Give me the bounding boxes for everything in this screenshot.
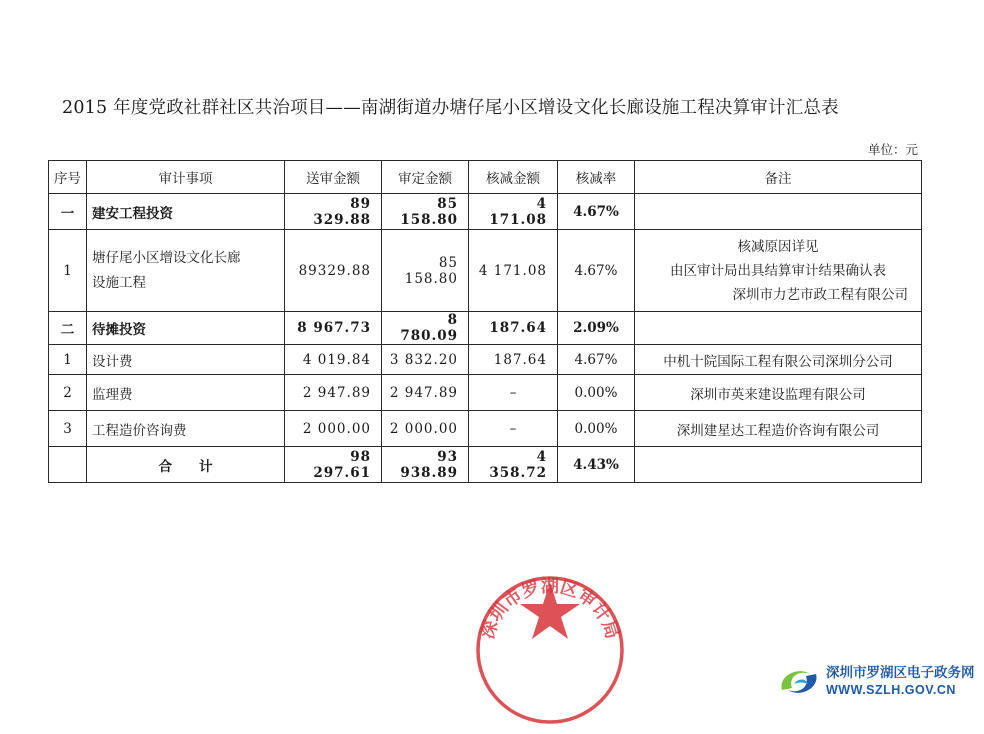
cell-reduced: 4 171.08 [469,194,558,230]
cell-rate: 4.67% [558,194,635,230]
audit-summary-table [48,160,922,483]
cell-item: 监理费 [87,375,285,411]
cell-reduced: – [469,411,558,447]
cell-seq [49,447,87,483]
note-line-2: 由区审计局出具结算审计结果确认表 [670,262,886,279]
cell-submitted: 4 019.84 [285,345,382,375]
cell-note [635,230,922,312]
cell-seq: 1 [49,230,87,312]
cell-approved: 85 158.80 [382,230,469,312]
total-approved: 93 938.89 [382,447,469,483]
cell-reduced: – [469,375,558,411]
cell-rate: 4.67% [558,230,635,312]
seal-graphic [470,570,630,730]
table-row [49,345,922,375]
cell-submitted: 89329.88 [285,230,382,312]
cell-item: 设计费 [87,345,285,375]
table-header-row [49,161,922,194]
cell-rate: 2.09% [558,312,635,345]
cell-submitted: 2 947.89 [285,375,382,411]
table-row [49,375,922,411]
cell-item [87,230,285,312]
total-row [49,447,922,483]
cell-note [635,312,922,345]
table-row [49,411,922,447]
header-submitted: 送审金额 [285,161,382,194]
total-label: 合 计 [87,447,285,483]
cell-rate: 0.00% [558,411,635,447]
item-line-1: 塘仔尾小区增设文化长廊 [92,249,241,266]
cell-note: 中机十院国际工程有限公司深圳分公司 [635,345,922,375]
official-seal-stamp [470,570,630,730]
note-line-1: 核减原因详见 [737,238,819,255]
total-submitted: 98 297.61 [285,447,382,483]
cell-note: 深圳建星达工程造价咨询有限公司 [635,411,922,447]
seal-text: 深圳市罗湖区审计局 [477,576,623,642]
cell-reduced: 187.64 [469,345,558,375]
header-approved: 审定金额 [382,161,469,194]
cell-submitted: 2 000.00 [285,411,382,447]
cell-reduced: 187.64 [469,312,558,345]
section-row-construction [49,194,922,230]
cell-seq: 一 [49,194,87,230]
cell-item: 工程造价咨询费 [87,411,285,447]
cell-reduced: 4 171.08 [469,230,558,312]
cell-rate: 4.67% [558,345,635,375]
cell-approved: 85 158.80 [382,194,469,230]
note-line-3: 深圳市力艺市政工程有限公司 [732,286,908,303]
cell-item: 建安工程投资 [87,194,285,230]
logo-site-url: WWW.SZLH.GOV.CN [826,683,956,697]
cell-approved: 8 780.09 [382,312,469,345]
cell-seq: 1 [49,345,87,375]
total-reduced: 4 358.72 [469,447,558,483]
cell-seq: 3 [49,411,87,447]
cell-submitted: 8 967.73 [285,312,382,345]
cell-rate: 0.00% [558,375,635,411]
cell-approved: 2 000.00 [382,411,469,447]
cell-note [635,447,922,483]
cell-approved: 3 832.20 [382,345,469,375]
cell-approved: 2 947.89 [382,375,469,411]
total-rate: 4.43% [558,447,635,483]
header-reduced: 核减金额 [469,161,558,194]
section-row-deferred [49,312,922,345]
table-row [49,230,922,312]
unit-label: 单位：元 [867,142,918,157]
header-seq: 序号 [49,161,87,194]
cell-seq: 2 [49,375,87,411]
swirl-logo-icon [776,662,822,702]
item-line-2: 设施工程 [92,274,146,291]
header-rate: 核减率 [558,161,635,194]
cell-submitted: 89 329.88 [285,194,382,230]
header-item: 审计事项 [87,161,285,194]
cell-item: 待摊投资 [87,312,285,345]
header-note: 备注 [635,161,922,194]
cell-seq: 二 [49,312,87,345]
document-title: 2015 年度党政社群社区共治项目——南湖街道办塘仔尾小区增设文化长廊设施工程决算审计汇总表 [62,98,839,118]
cell-note: 深圳市英来建设监理有限公司 [635,375,922,411]
logo-site-name: 深圳市罗湖区电子政务网 [826,665,975,681]
footer-logo [776,662,975,702]
cell-note [635,194,922,230]
